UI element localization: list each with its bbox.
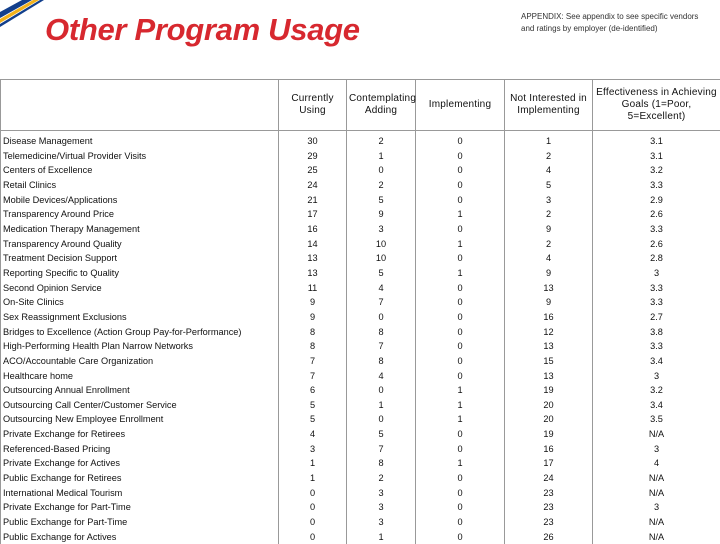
implementing-cell: 0 bbox=[416, 281, 505, 296]
effectiveness-cell: 3.3 bbox=[593, 281, 720, 296]
currently-using-cell: 11 bbox=[279, 281, 347, 296]
table-row bbox=[1, 471, 720, 486]
table-row bbox=[1, 193, 720, 208]
not-interested-cell: 15 bbox=[505, 354, 593, 369]
implementing-cell: 0 bbox=[416, 530, 505, 544]
not-interested-cell: 16 bbox=[505, 310, 593, 325]
not-interested-cell: 16 bbox=[505, 442, 593, 457]
table-row bbox=[1, 237, 720, 252]
not-interested-cell: 19 bbox=[505, 383, 593, 398]
not-interested-cell: 24 bbox=[505, 471, 593, 486]
effectiveness-cell: 3.8 bbox=[593, 325, 720, 340]
table-row bbox=[1, 456, 720, 471]
currently-using-cell: 16 bbox=[279, 222, 347, 237]
implementing-cell: 0 bbox=[416, 515, 505, 530]
effectiveness-cell: N/A bbox=[593, 427, 720, 442]
currently-using-cell: 5 bbox=[279, 398, 347, 413]
currently-using-cell: 21 bbox=[279, 193, 347, 208]
contemplating-cell: 1 bbox=[347, 149, 416, 164]
currently-using-cell: 29 bbox=[279, 149, 347, 164]
implementing-cell: 0 bbox=[416, 178, 505, 193]
currently-using-cell: 14 bbox=[279, 237, 347, 252]
contemplating-cell: 2 bbox=[347, 131, 416, 149]
not-interested-cell: 1 bbox=[505, 131, 593, 149]
currently-using-cell: 9 bbox=[279, 295, 347, 310]
effectiveness-cell: 3 bbox=[593, 369, 720, 384]
program-name: Private Exchange for Retirees bbox=[1, 427, 279, 442]
column-header-contemplating-adding: Contemplating Adding bbox=[347, 80, 416, 131]
implementing-cell: 0 bbox=[416, 339, 505, 354]
effectiveness-cell: 3.5 bbox=[593, 412, 720, 427]
implementing-cell: 0 bbox=[416, 369, 505, 384]
currently-using-cell: 25 bbox=[279, 163, 347, 178]
contemplating-cell: 5 bbox=[347, 266, 416, 281]
effectiveness-cell: N/A bbox=[593, 530, 720, 544]
currently-using-cell: 13 bbox=[279, 251, 347, 266]
currently-using-cell: 9 bbox=[279, 310, 347, 325]
table-row bbox=[1, 442, 720, 457]
effectiveness-cell: 3.1 bbox=[593, 149, 720, 164]
table-row bbox=[1, 266, 720, 281]
implementing-cell: 0 bbox=[416, 471, 505, 486]
effectiveness-cell: 2.6 bbox=[593, 207, 720, 222]
program-name: Public Exchange for Part-Time bbox=[1, 515, 279, 530]
not-interested-cell: 23 bbox=[505, 500, 593, 515]
effectiveness-cell: 3.3 bbox=[593, 178, 720, 193]
table-body bbox=[1, 131, 720, 544]
contemplating-cell: 7 bbox=[347, 295, 416, 310]
table-row bbox=[1, 207, 720, 222]
implementing-cell: 0 bbox=[416, 131, 505, 149]
implementing-cell: 0 bbox=[416, 295, 505, 310]
implementing-cell: 1 bbox=[416, 412, 505, 427]
column-header-not-interested: Not Interested in Implementing bbox=[505, 80, 593, 131]
not-interested-cell: 4 bbox=[505, 163, 593, 178]
currently-using-cell: 0 bbox=[279, 486, 347, 501]
not-interested-cell: 26 bbox=[505, 530, 593, 544]
column-header-effectiveness: Effectiveness in Achieving Goals (1=Poor, 5=Excellent) bbox=[593, 80, 720, 131]
implementing-cell: 1 bbox=[416, 456, 505, 471]
contemplating-cell: 10 bbox=[347, 237, 416, 252]
program-name: On-Site Clinics bbox=[1, 295, 279, 310]
table-row bbox=[1, 427, 720, 442]
not-interested-cell: 13 bbox=[505, 369, 593, 384]
contemplating-cell: 0 bbox=[347, 383, 416, 398]
table-row bbox=[1, 354, 720, 369]
program-name: Bridges to Excellence (Action Group Pay-for-Performance) bbox=[1, 325, 279, 340]
program-name: Referenced-Based Pricing bbox=[1, 442, 279, 457]
contemplating-cell: 8 bbox=[347, 354, 416, 369]
contemplating-cell: 5 bbox=[347, 427, 416, 442]
implementing-cell: 1 bbox=[416, 383, 505, 398]
contemplating-cell: 7 bbox=[347, 339, 416, 354]
implementing-cell: 1 bbox=[416, 266, 505, 281]
currently-using-cell: 1 bbox=[279, 456, 347, 471]
implementing-cell: 0 bbox=[416, 325, 505, 340]
table-row bbox=[1, 149, 720, 164]
effectiveness-cell: 2.8 bbox=[593, 251, 720, 266]
effectiveness-cell: 3.2 bbox=[593, 163, 720, 178]
not-interested-cell: 2 bbox=[505, 237, 593, 252]
usage-table bbox=[0, 79, 720, 544]
column-header-implementing: Implementing bbox=[416, 80, 505, 131]
program-name: Public Exchange for Actives bbox=[1, 530, 279, 544]
program-name: Private Exchange for Actives bbox=[1, 456, 279, 471]
effectiveness-cell: N/A bbox=[593, 515, 720, 530]
table-row bbox=[1, 339, 720, 354]
program-name: Reporting Specific to Quality bbox=[1, 266, 279, 281]
table-row bbox=[1, 412, 720, 427]
contemplating-cell: 10 bbox=[347, 251, 416, 266]
table-row bbox=[1, 369, 720, 384]
contemplating-cell: 0 bbox=[347, 310, 416, 325]
effectiveness-cell: 3.1 bbox=[593, 131, 720, 149]
program-name: Sex Reassignment Exclusions bbox=[1, 310, 279, 325]
table-row bbox=[1, 486, 720, 501]
contemplating-cell: 0 bbox=[347, 412, 416, 427]
implementing-cell: 0 bbox=[416, 442, 505, 457]
implementing-cell: 1 bbox=[416, 207, 505, 222]
not-interested-cell: 20 bbox=[505, 412, 593, 427]
implementing-cell: 1 bbox=[416, 237, 505, 252]
currently-using-cell: 5 bbox=[279, 412, 347, 427]
not-interested-cell: 13 bbox=[505, 339, 593, 354]
effectiveness-cell: 3.2 bbox=[593, 383, 720, 398]
currently-using-cell: 8 bbox=[279, 339, 347, 354]
page-title: Other Program Usage bbox=[45, 12, 360, 48]
contemplating-cell: 1 bbox=[347, 530, 416, 544]
table-row bbox=[1, 515, 720, 530]
currently-using-cell: 0 bbox=[279, 530, 347, 544]
contemplating-cell: 3 bbox=[347, 222, 416, 237]
not-interested-cell: 4 bbox=[505, 251, 593, 266]
program-name: Telemedicine/Virtual Provider Visits bbox=[1, 149, 279, 164]
program-name: Retail Clinics bbox=[1, 178, 279, 193]
contemplating-cell: 3 bbox=[347, 515, 416, 530]
program-name: ACO/Accountable Care Organization bbox=[1, 354, 279, 369]
program-name: Private Exchange for Part-Time bbox=[1, 500, 279, 515]
implementing-cell: 0 bbox=[416, 222, 505, 237]
program-name: Outsourcing Call Center/Customer Service bbox=[1, 398, 279, 413]
not-interested-cell: 23 bbox=[505, 515, 593, 530]
table-row bbox=[1, 398, 720, 413]
contemplating-cell: 4 bbox=[347, 369, 416, 384]
effectiveness-cell: 3.3 bbox=[593, 295, 720, 310]
implementing-cell: 0 bbox=[416, 310, 505, 325]
currently-using-cell: 8 bbox=[279, 325, 347, 340]
table-row bbox=[1, 500, 720, 515]
table-row bbox=[1, 295, 720, 310]
table-row bbox=[1, 222, 720, 237]
program-name: Mobile Devices/Applications bbox=[1, 193, 279, 208]
contemplating-cell: 3 bbox=[347, 486, 416, 501]
currently-using-cell: 13 bbox=[279, 266, 347, 281]
effectiveness-cell: N/A bbox=[593, 486, 720, 501]
implementing-cell: 0 bbox=[416, 149, 505, 164]
table-row bbox=[1, 281, 720, 296]
currently-using-cell: 17 bbox=[279, 207, 347, 222]
program-name: International Medical Tourism bbox=[1, 486, 279, 501]
contemplating-cell: 4 bbox=[347, 281, 416, 296]
not-interested-cell: 12 bbox=[505, 325, 593, 340]
program-name: Outsourcing New Employee Enrollment bbox=[1, 412, 279, 427]
table-row bbox=[1, 530, 720, 544]
implementing-cell: 0 bbox=[416, 354, 505, 369]
implementing-cell: 0 bbox=[416, 163, 505, 178]
table-row bbox=[1, 163, 720, 178]
contemplating-cell: 2 bbox=[347, 178, 416, 193]
program-name: Medication Therapy Management bbox=[1, 222, 279, 237]
table-row bbox=[1, 131, 720, 149]
not-interested-cell: 17 bbox=[505, 456, 593, 471]
currently-using-cell: 0 bbox=[279, 515, 347, 530]
effectiveness-cell: 3.4 bbox=[593, 398, 720, 413]
contemplating-cell: 2 bbox=[347, 471, 416, 486]
program-name: Disease Management bbox=[1, 131, 279, 149]
currently-using-cell: 1 bbox=[279, 471, 347, 486]
effectiveness-cell: 2.9 bbox=[593, 193, 720, 208]
effectiveness-cell: 3.3 bbox=[593, 222, 720, 237]
table-row bbox=[1, 383, 720, 398]
currently-using-cell: 30 bbox=[279, 131, 347, 149]
effectiveness-cell: N/A bbox=[593, 471, 720, 486]
table-row bbox=[1, 325, 720, 340]
appendix-note: APPENDIX: See appendix to see specific vendors and ratings by employer (de-identified) bbox=[521, 11, 713, 35]
implementing-cell: 0 bbox=[416, 427, 505, 442]
not-interested-cell: 9 bbox=[505, 222, 593, 237]
effectiveness-cell: 3.4 bbox=[593, 354, 720, 369]
contemplating-cell: 3 bbox=[347, 500, 416, 515]
not-interested-cell: 9 bbox=[505, 266, 593, 281]
contemplating-cell: 1 bbox=[347, 398, 416, 413]
program-header-cell bbox=[1, 80, 279, 131]
not-interested-cell: 3 bbox=[505, 193, 593, 208]
table-row bbox=[1, 310, 720, 325]
not-interested-cell: 23 bbox=[505, 486, 593, 501]
contemplating-cell: 8 bbox=[347, 456, 416, 471]
contemplating-cell: 0 bbox=[347, 163, 416, 178]
contemplating-cell: 5 bbox=[347, 193, 416, 208]
program-name: Treatment Decision Support bbox=[1, 251, 279, 266]
currently-using-cell: 6 bbox=[279, 383, 347, 398]
implementing-cell: 0 bbox=[416, 251, 505, 266]
contemplating-cell: 9 bbox=[347, 207, 416, 222]
currently-using-cell: 24 bbox=[279, 178, 347, 193]
implementing-cell: 0 bbox=[416, 486, 505, 501]
program-name: Outsourcing Annual Enrollment bbox=[1, 383, 279, 398]
currently-using-cell: 3 bbox=[279, 442, 347, 457]
program-name: Healthcare home bbox=[1, 369, 279, 384]
effectiveness-cell: 4 bbox=[593, 456, 720, 471]
program-name: Public Exchange for Retirees bbox=[1, 471, 279, 486]
currently-using-cell: 4 bbox=[279, 427, 347, 442]
implementing-cell: 1 bbox=[416, 398, 505, 413]
table-row bbox=[1, 251, 720, 266]
effectiveness-cell: 2.7 bbox=[593, 310, 720, 325]
effectiveness-cell: 3 bbox=[593, 266, 720, 281]
contemplating-cell: 8 bbox=[347, 325, 416, 340]
header-row bbox=[1, 80, 720, 131]
effectiveness-cell: 3 bbox=[593, 500, 720, 515]
program-name: Transparency Around Quality bbox=[1, 237, 279, 252]
table-row bbox=[1, 178, 720, 193]
not-interested-cell: 13 bbox=[505, 281, 593, 296]
not-interested-cell: 9 bbox=[505, 295, 593, 310]
program-name: Centers of Excellence bbox=[1, 163, 279, 178]
not-interested-cell: 19 bbox=[505, 427, 593, 442]
not-interested-cell: 2 bbox=[505, 207, 593, 222]
currently-using-cell: 7 bbox=[279, 354, 347, 369]
implementing-cell: 0 bbox=[416, 193, 505, 208]
contemplating-cell: 7 bbox=[347, 442, 416, 457]
effectiveness-cell: 3 bbox=[593, 442, 720, 457]
effectiveness-cell: 2.6 bbox=[593, 237, 720, 252]
not-interested-cell: 2 bbox=[505, 149, 593, 164]
usage-table-container bbox=[0, 79, 720, 544]
currently-using-cell: 7 bbox=[279, 369, 347, 384]
currently-using-cell: 0 bbox=[279, 500, 347, 515]
program-name: Transparency Around Price bbox=[1, 207, 279, 222]
column-header-currently-using: Currently Using bbox=[279, 80, 347, 131]
not-interested-cell: 20 bbox=[505, 398, 593, 413]
program-name: High-Performing Health Plan Narrow Networks bbox=[1, 339, 279, 354]
not-interested-cell: 5 bbox=[505, 178, 593, 193]
effectiveness-cell: 3.3 bbox=[593, 339, 720, 354]
program-name: Second Opinion Service bbox=[1, 281, 279, 296]
implementing-cell: 0 bbox=[416, 500, 505, 515]
